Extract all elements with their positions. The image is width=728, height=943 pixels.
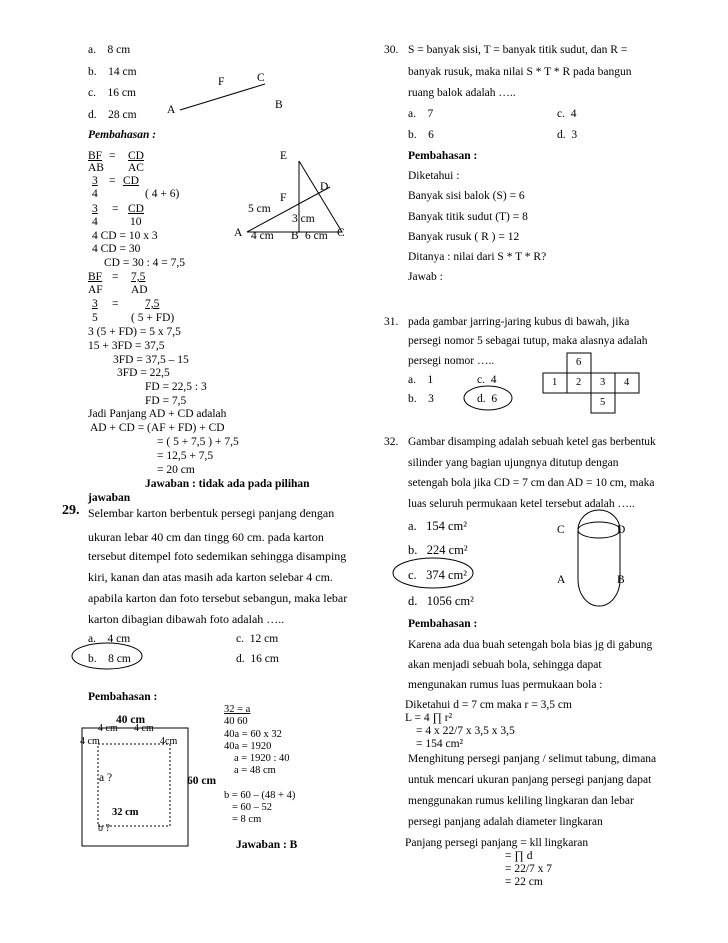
w2-r3-c: ( 5 + FD) [131,312,175,324]
w1-r0-c: CD [128,150,144,162]
w2-r0-c: 7,5 [131,271,146,283]
q32-opt-b: b. 224 cm² [408,543,468,557]
q31-opt-d: d. 6 [477,393,498,405]
q30-opt-a: a. 7 [408,108,434,120]
q30-number: 30. [384,44,399,56]
q32-line-0: Gambar disamping adalah sebuah ketel gas berbentuk [408,436,656,448]
w1-r5-c: 10 [130,216,142,228]
fig2-label-c: C [337,227,345,239]
q29-line-0: Selembar karton berbentuk persegi panjang dengan [88,506,335,520]
q32-work-0: Karena ada dua buah setengah bola bias jg di gabung [408,639,653,651]
jawaban-29: Jawaban : B [236,839,298,851]
q32-line-2: setengah bola jika CD = 7 cm dan AD = 10 cm, maka [408,477,655,489]
w1-r3-a: 4 [92,188,98,200]
w1-r4-b: = [112,203,119,215]
fig1-label-a: A [167,104,176,116]
w1-line-0: 4 CD = 10 x 3 [92,230,158,242]
q30-work-3: Banyak rusuk ( R ) = 12 [408,231,520,243]
q30-work-2: Banyak titik sudut (T) = 8 [408,211,528,223]
fig3-height-60: 60 cm [187,775,217,787]
jadi-line-2: AD + CD = (AF + FD) + CD [90,422,225,434]
q29-line-5: karton dibagian dibawah foto adalah ….. [88,612,285,626]
q30-line-2: ruang balok adalah ….. [408,87,516,99]
pembahasan-32: Pembahasan : [408,618,478,630]
net-label-4: 4 [624,377,630,388]
q29-line-1: ukuran lebar 40 cm dan tingg 60 cm. pada karton [88,530,324,544]
fig3-a: a ? [99,772,113,784]
pembahasan-29: Pembahasan : [88,691,158,703]
fig3-width-32: 32 cm [112,807,139,818]
q28-opt-c: c. 16 cm [88,87,136,99]
calc29-8: = 8 cm [232,814,262,825]
fig2-label-a: A [234,227,243,239]
fig2-label-d: D [320,181,329,193]
q29-opt-d: d. 16 cm [236,653,279,665]
fig2-label-b: B [291,230,299,242]
net-label-6: 6 [576,357,582,368]
q30-work-4: Ditanya : nilai dari S * T * R? [408,251,547,263]
calc29-6: b = 60 – (48 + 4) [224,790,296,801]
q30-work-0: Diketahui : [408,170,460,182]
ketel-figure [578,510,620,606]
q30-opt-b: b. 6 [408,129,434,141]
q30-line-1: banyak rusuk, maka nilai S * T * R pada bangun [408,66,632,78]
fig2-side-5: 5 cm [248,203,271,215]
q32-line-3: luas seluruh permukaan ketel tersebut adalah ….. [408,498,635,510]
w2-line-1: 15 + 3FD = 37,5 [88,340,165,352]
fig1-label-f: F [218,76,225,88]
q31-line-0: pada gambar jarring-jaring kubus di bawah, jika [408,316,630,328]
q29-line-2: tersebut ditempel foto sedemikan sehingga disamping [88,549,347,563]
fig3-right-4: 4cm [160,736,178,747]
jadi-line-4: = 12,5 + 7,5 [157,450,214,462]
fig3-width-40: 40 cm [116,714,146,726]
w2-r0-b: = [112,271,119,283]
w1-r1-a: AB [88,162,104,174]
fig3-left-4: 4 cm [80,736,100,747]
q29-line-3: kiri, kanan dan atas masih ada karton selebar 4 cm. [88,570,333,584]
q32-calc-2: = 4 x 22/7 x 3,5 x 3,5 [416,725,515,737]
w2-r2-c: 7,5 [145,298,160,310]
net-label-2: 2 [576,377,582,388]
q32-work2-0: Menghitung persegi panjang / selimut tabung, dimana [408,753,657,765]
w2-line-5: FD = 7,5 [145,395,187,407]
w2-line-0: 3 (5 + FD) = 5 x 7,5 [88,326,181,338]
fig3-top-4b: 4 cm [134,723,154,734]
w1-r2-c: CD [123,175,139,187]
w2-r1-a: AF [88,284,103,296]
fig3-top-4a: 4 cm [98,723,118,734]
w1-r4-c: CD [128,203,144,215]
calc29-1: 40 60 [224,716,248,727]
q32-work2-2: menggunakan rumus keliling lingkaran dan lebar [408,795,634,807]
q29-opt-a: a. 4 cm [88,633,131,645]
ketel-label-a: A [557,574,566,586]
q29-opt-c: c. 12 cm [236,633,279,645]
q30-opt-d: d. 3 [557,129,578,141]
q31-line-2: persegi nomor ….. [408,355,495,367]
w1-r0-a: BF [88,150,103,162]
calc29-7: = 60 – 52 [232,802,273,813]
q31-opt-c: c. 4 [477,374,497,386]
q32-number: 32. [384,436,399,448]
jadi-line-5: = 20 cm [157,464,195,476]
calc29-0: 32 = a [224,704,251,715]
q29-opt-b: b. 8 cm [88,653,131,665]
q32-calc-1: L = 4 ∏ r² [405,712,453,724]
calc29-3: 40a = 1920 [224,741,272,752]
w1-r1-c: AC [128,162,144,174]
q32-pp-0: Panjang persegi panjang = kll lingkaran [405,837,589,849]
q30-line-0: S = banyak sisi, T = banyak titik sudut, dan R = [408,44,628,56]
calc29-4: a = 1920 : 40 [234,753,290,764]
q32-work2-1: untuk mencari ukuran panjang persegi panjang dapat [408,774,652,786]
fig2-side-6: 6 cm [305,230,328,242]
q31-opt-a: a. 1 [408,374,434,386]
w2-r2-a: 3 [92,298,98,310]
q32-work-1: akan menjadi sebuah bola, sehingga dapat [408,659,602,671]
net-label-1: 1 [552,377,558,388]
w1-r0-b: = [109,150,116,162]
fig1-label-c: C [257,72,265,84]
w2-r1-c: AD [131,284,148,296]
fig3-b: b ? [98,823,110,834]
q32-pp-1: = ∏ d [505,850,533,862]
fig2-label-e: E [280,150,288,162]
pembahasan-28: Pembahasan : [88,129,157,141]
ketel-label-d: D [617,524,626,536]
q31-number: 31. [384,316,399,328]
ketel-label-b: B [617,574,625,586]
q29-line-4: apabila karton dan foto tersebut sebangun, maka lebar [88,591,348,605]
w2-r0-a: BF [88,271,103,283]
fig1-label-b: B [275,99,283,111]
q28-opt-d: d. 28 cm [88,109,137,121]
calc29-2: 40a = 60 x 32 [224,729,282,740]
jadi-line-3: = ( 5 + 7,5 ) + 7,5 [157,436,239,448]
q30-work-1: Banyak sisi balok (S) = 6 [408,190,525,202]
w1-r5-a: 4 [92,216,98,228]
w1-line-1: 4 CD = 30 [92,243,141,255]
net-label-5: 5 [600,397,606,408]
w1-r2-b: = [109,175,116,187]
q32-opt-a: a. 154 cm² [408,519,467,533]
jadi-line: Jadi Panjang AD + CD adalah [88,408,227,420]
w1-line-2: CD = 30 : 4 = 7,5 [104,257,186,269]
q32-pp-2: = 22/7 x 7 [505,863,553,875]
w1-r2-a: 3 [92,175,98,187]
q32-calc-0: Diketahui d = 7 cm maka r = 3,5 cm [405,699,572,711]
q32-opt-d: d. 1056 cm² [408,594,474,608]
jawaban-28: Jawaban : tidak ada pada pilihan [145,478,310,490]
ketel-label-c: C [557,524,565,536]
fig2-side-3: 3 cm [292,213,315,225]
fig2-label-f: F [280,192,287,204]
w2-r2-b: = [112,298,119,310]
q28-opt-a: a. 8 cm [88,44,131,56]
q30-work-5: Jawab : [408,271,443,283]
q31-opt-b: b. 3 [408,393,434,405]
w2-line-4: FD = 22,5 : 3 [145,381,207,393]
pembahasan-30: Pembahasan : [408,150,478,162]
w1-r4-a: 3 [92,203,98,215]
q32-pp-3: = 22 cm [505,876,543,888]
jawaban-28-cont: jawaban [88,492,131,504]
q32-line-1: silinder yang bagian ujungnya ditutup dengan [408,457,619,469]
w2-line-3: 3FD = 22,5 [117,367,170,379]
q30-opt-c: c. 4 [557,108,577,120]
q28-opt-b: b. 14 cm [88,66,137,78]
q32-work2-3: persegi panjang adalah diameter lingkaran [408,816,603,828]
q29-number: 29. [62,503,80,518]
net-label-3: 3 [600,377,606,388]
w2-line-2: 3FD = 37,5 – 15 [113,354,189,366]
fig2-side-4: 4 cm [251,230,274,242]
q31-line-1: persegi nomor 5 sebagai tutup, maka alasnya adalah [408,335,648,347]
calc29-5: a = 48 cm [234,765,276,776]
q32-opt-c: c. 374 cm² [408,568,467,582]
w2-r3-a: 5 [92,312,98,324]
q32-calc-3: = 154 cm² [416,738,463,750]
w1-r3-c: ( 4 + 6) [145,188,180,200]
q32-work-2: mengunakan rumus luas permukaan bola : [408,679,603,691]
